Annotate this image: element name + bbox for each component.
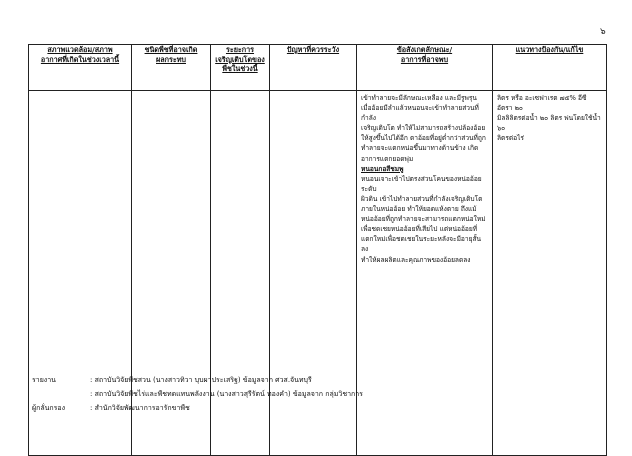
symptom-line: ให้สูงขึ้นไปได้อีก ตาอ้อยที่อยู่ต่ำกว่าส่วนที่ถูก [361,134,486,143]
header-prevention: แนวทางป้องกัน/แก้ไข [493,45,607,91]
symptom-line: หนอนเจาะเข้าไปตรงส่วนโคนของหน่ออ้อยระดับ [361,174,482,193]
table-header-row [29,45,607,91]
symptom-line: เจริญเติบโต ทำให้ไม่สามารถสร้างปล้องอ้อย [361,124,486,133]
header-crop-type: ชนิดพืชที่อาจเกิด ผลกระทบ [132,45,211,91]
reporter-line: : สถาบันวิจัยพืชไร่และพืชทดแทนพลังงาน (นางสาวสุรีรัตน์ ทองคำ) ข้อมูลจาก กลุ่มวิชาการ [90,390,363,398]
header-symptoms: ข้อสังเกตลักษณะ/ อาการที่อาจพบ [357,45,493,91]
symptom-line: เพื่อชดเชยหน่ออ้อยที่เสียไป แต่หน่ออ้อยที่ [361,225,478,234]
prevention-line: ลิตรต่อไร่ [497,134,524,143]
prevention-line: มิลลิลิตรต่อน้ำ ๒๐ ลิตร พ่นโดยใช้น้ำ ๖๐ [497,114,601,133]
symptom-line: ผิวดิน เข้าไปทำลายส่วนที่กำลังเจริญเติบโต [361,194,483,203]
header-environment: สภาพแวดล้อม/สภาพ อากาศที่เกิดในช่วงเวลานี้ [29,45,132,91]
symptom-line: เข้าทำลายจะมีลักษณะเหลือง และมีรูพรุน [361,94,477,102]
symptom-line: เมื่ออ้อยมีลำแล้วหนอนจะเข้าทำลายส่วนที่กำลัง [361,104,479,123]
prevention-line: ลิตร หรือ อะเซฟาเรต ๗๕% อีซี อัตรา ๒๐ [497,94,587,113]
symptom-line: แตกใหม่เพื่อชดเชยในระยะหลังจะมีอายุสั้นลง [361,235,481,254]
reviewer-value: : สำนักวิจัยพัฒนาการอารักขาพืช [90,404,190,412]
header-problems: ปัญหาที่ควรระวัง [270,45,357,91]
pest-subheading: หนอนกอสีชมพู [361,164,404,173]
symptom-line: หน่ออ้อยที่ถูกทำลายจะสามารถแตกหน่อใหม่ [361,215,486,224]
symptom-line: ทำลายจะแตกหน่อขึ้นมาทางด้านข้าง เกิด [361,144,479,153]
report-footer [32,373,592,415]
symptom-line: ทำให้ผลผลิตและคุณภาพของอ้อยลดลง [361,255,471,264]
header-growth-stage: ระยะการ เจริญเติบโตของ พืชในช่วงนี้ [211,45,270,91]
reporter-line: : สถาบันวิจัยพืชสวน (นางสาวทิวา บุบผาประเสริฐ) ข้อมูลจาก ศวส.จันทบุรี [90,376,312,384]
reporter-label: รายงาน [32,376,56,384]
reviewer-label: ผู้กลั่นกรอง [32,404,66,412]
symptom-line: อาการแตกยอดพุ่ม [361,154,414,163]
symptom-line: ภายในหน่ออ้อย ทำให้ยอดแห้งตาย ถึงแม้ [361,205,477,214]
page-number: ๖ [600,27,606,37]
